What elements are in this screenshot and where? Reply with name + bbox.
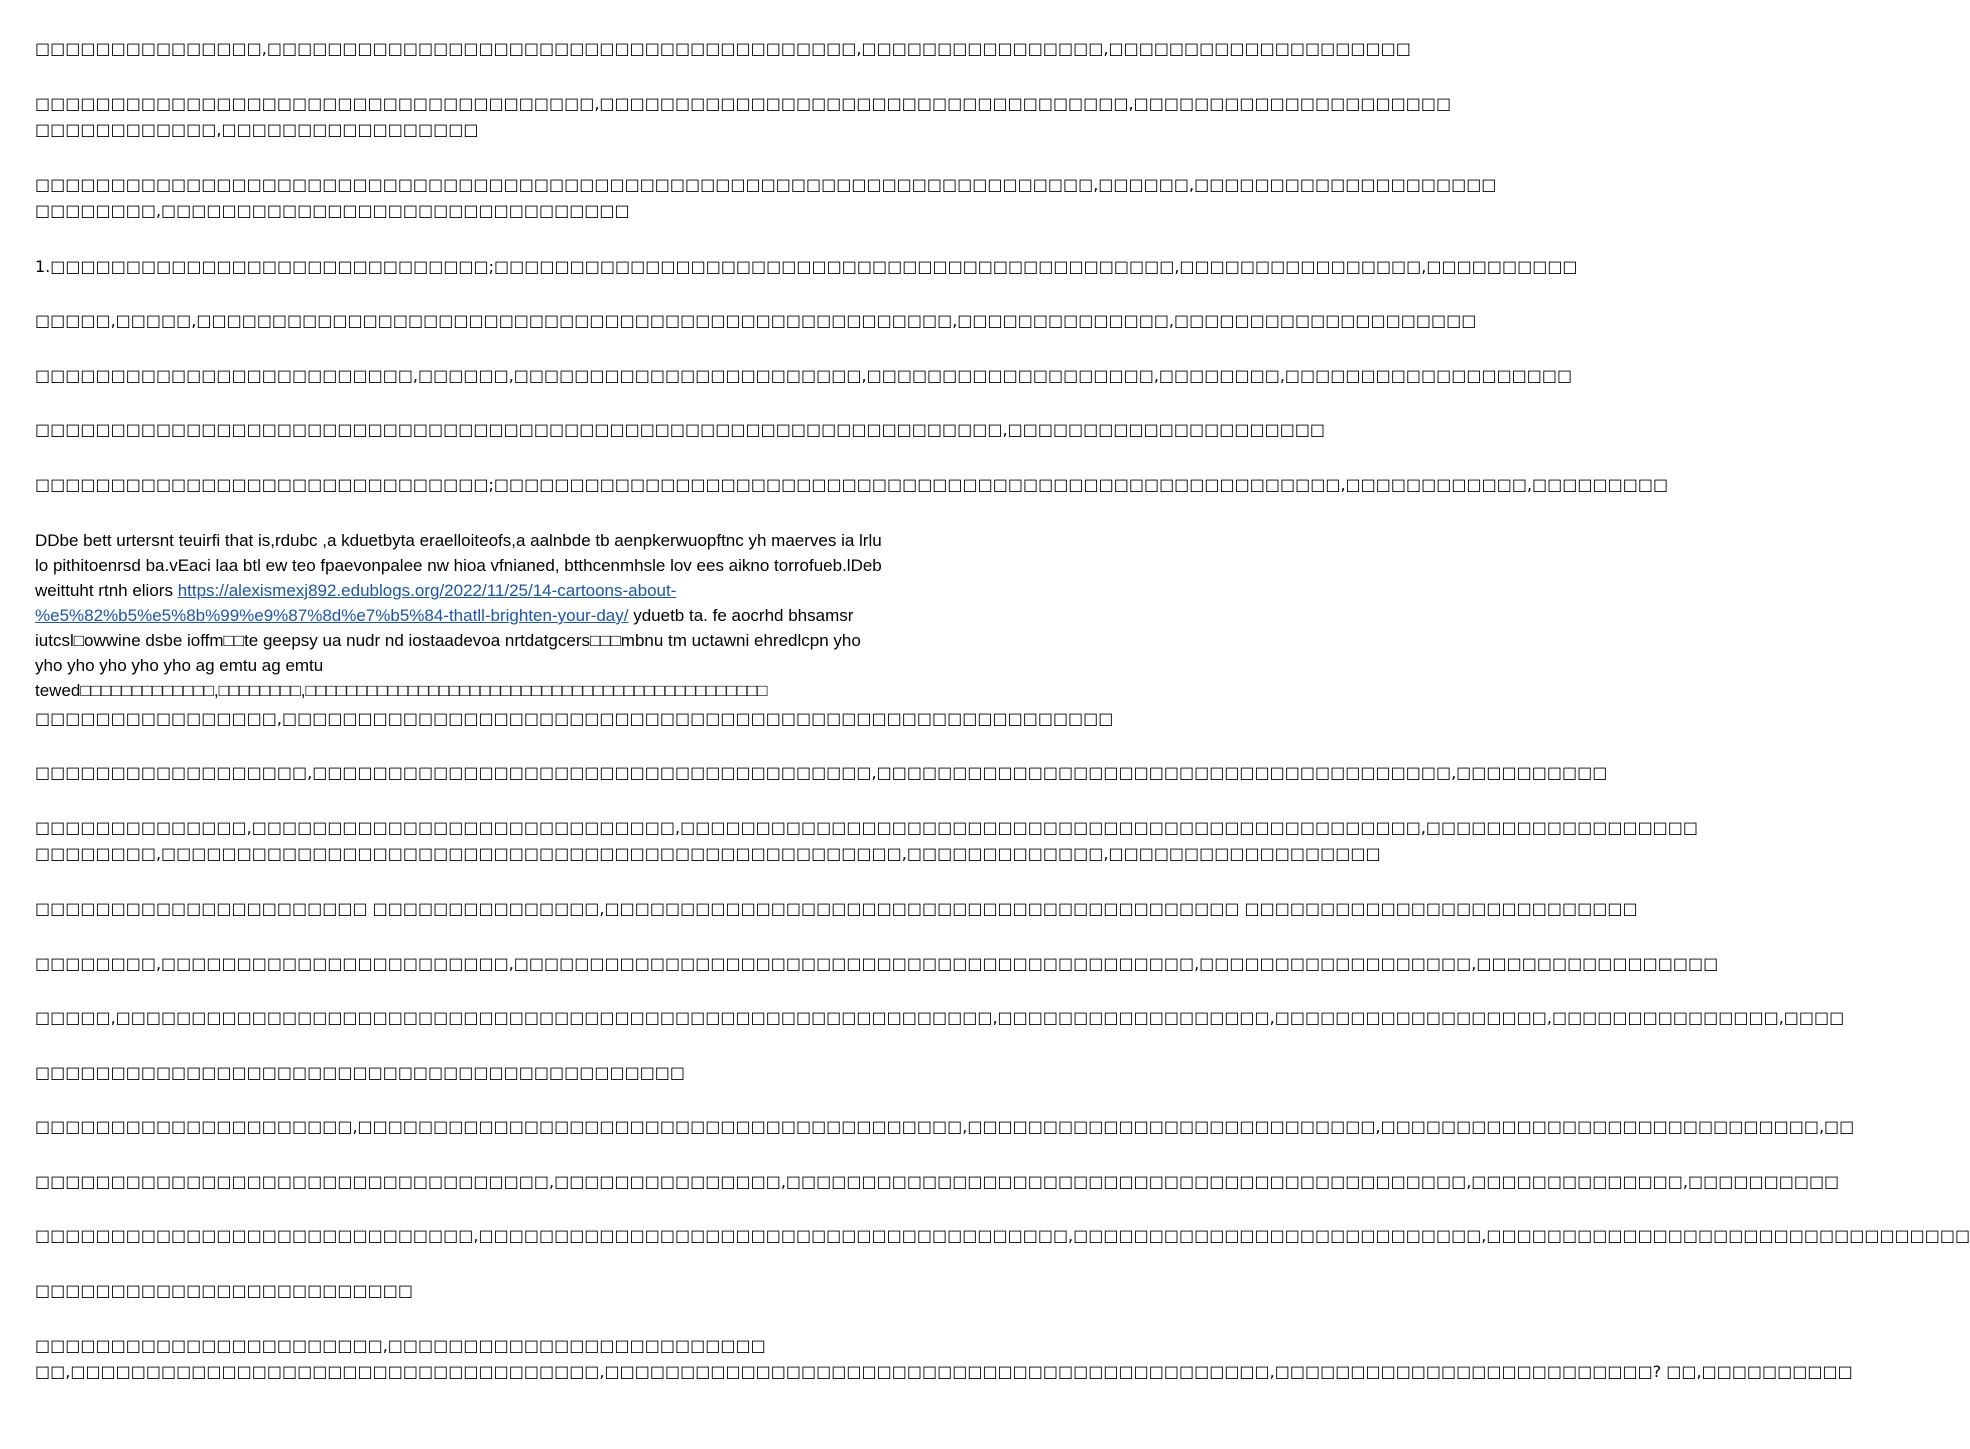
text-line: □□□□□□□□□□□□□□□,□□□□□□□□□□□□□□□□□□□□□□□□□□□□□□□□□□□□□□□,□□□□□□□□□□□□□□□□,□□□□□□□□□□□□□□□□□□□□: [35, 39, 1411, 58]
text-line: □□□□□□□□,□□□□□□□□□□□□□□□□□□□□□□□,□□□□□□□□□□□□□□□□□□□□□□□□□□□□□□□□□□□□□□□□□□□□□,□□□□□□□□□□□□□□□□□□,□□□□□□□□□□□□□□□□: [35, 954, 1719, 973]
text-line: □□□□□□□□□□□□□□□□□□□□□□□□□□□□□□□□□□□□□□□□□□□□□□□□□□□□□□□□□□□□□□□□,□□□□□□□□□□□□□□□□□□□□□: [35, 420, 1326, 439]
paragraph: [35, 172, 1497, 224]
text-line: □□□□□□□□□□□□□□□□□□□□□□□□□□□□□,□□□□□□□□□□□□□□□□□□□□□□□□□□□□□□□□□□□□□□□,□□□□□□□□□□□□□□□□□□□□□□□□□□□,□□□□□□□□□□□□□□□□□□□□□□□□□□□□□□□□: [35, 1226, 1970, 1245]
paragraph: [35, 308, 1477, 334]
text-span: weittuht rtnh eliors: [35, 581, 178, 600]
text-line: [35, 578, 990, 603]
text-line: □□□□□□□□□□□□□□□□□□□□□□□□□□□□□□;□□□□□□□□□□□□□□□□□□□□□□□□□□□□□□□□□□□□□□□□□□□□□□□□□□□□□□□□,□□□□□□□□□□□□,□□□□□□□□□: [35, 475, 1669, 494]
text-line: tewed□□□□□□□□□□□□□,□□□□□□□□,□□□□□□□□□□□□□□□□□□□□□□□□□□□□□□□□□□□□□□□□□□□□□: [35, 681, 768, 700]
paragraph: [35, 706, 1114, 732]
text-line: □□□□□,□□□□□□□□□□□□□□□□□□□□□□□□□□□□□□□□□□□□□□□□□□□□□□□□□□□□□□□□□□,□□□□□□□□□□□□□□□□□□,□□□□□□□□□□□□□□□□□□,□□□□□□□□□□□□□□□,□□□□: [35, 1008, 1845, 1027]
paragraph: [35, 1333, 1853, 1385]
paragraph: [35, 1114, 1855, 1140]
text-line: □□□□□□□□□□□□□□□□□□□□□□□□□: [35, 1281, 413, 1300]
text-line: □□□□□□□□□□□□□□□□□□□□□□□□□□□□□□□□□□□□□□□□□□□: [35, 1063, 686, 1082]
text-line: iutcsl□owwine dsbe ioffm□□te geepsy ua nudr nd iostaadevoa nrtdatgcers□□□mbnu tm uctawni ehredlcpn yho: [35, 631, 861, 650]
paragraph: [35, 815, 1699, 867]
paragraph: [35, 254, 1578, 280]
text-line: □□□□□□□□□□□□□□,□□□□□□□□□□□□□□□□□□□□□□□□□□□□,□□□□□□□□□□□□□□□□□□□□□□□□□□□□□□□□□□□□□□□□□□□□□□□□□,□□□□□□□□□□□□□□□□□□: [35, 818, 1699, 837]
paragraph: [35, 1060, 990, 1086]
text-line: □□□□□□□□□□□□□□□□□□,□□□□□□□□□□□□□□□□□□□□□□□□□□□□□□□□□□□□□,□□□□□□□□□□□□□□□□□□□□□□□□□□□□□□□□□□□□□□,□□□□□□□□□□: [35, 763, 1608, 782]
text-line: □□□□□□□□,□□□□□□□□□□□□□□□□□□□□□□□□□□□□□□□□□□□□□□□□□□□□□□□□□,□□□□□□□□□□□□□,□□□□□□□□□□□□□□□□□□: [35, 844, 1381, 863]
article-link[interactable]: https://alexismexj892.edublogs.org/2022/11/25/14-cartoons-about-: [177, 581, 677, 600]
latin-text-block: [35, 528, 990, 703]
paragraph: [35, 1223, 1970, 1249]
paragraph: [35, 363, 1573, 389]
text-span: yduetb ta. fe aocrhd bhsamsr: [628, 606, 854, 625]
text-line: 1.□□□□□□□□□□□□□□□□□□□□□□□□□□□□□;□□□□□□□□□□□□□□□□□□□□□□□□□□□□□□□□□□□□□□□□□□□□□,□□□□□□□□□□□□□□□□,□□□□□□□□□□: [35, 257, 1578, 276]
text-line: □□□□□□□□□□□□□□□□□□□□□□ □□□□□□□□□□□□□□□,□□□□□□□□□□□□□□□□□□□□□□□□□□□□□□□□□□□□□□□□□□ □□□□□□□□□□□□□□□□□□□□□□□□□□: [35, 899, 1638, 918]
paragraph: [35, 91, 1452, 143]
text-line: □□□□□□□□□□□□□□□□□□□□□□□□□,□□□□□□,□□□□□□□□□□□□□□□□□□□□□□□,□□□□□□□□□□□□□□□□□□□,□□□□□□□□,□□□□□□□□□□□□□□□□□□□: [35, 366, 1573, 385]
text-line: □□□□□□□□□□□□□□□□□□□□□□□,□□□□□□□□□□□□□□□□□□□□□□□□□: [35, 1336, 766, 1355]
paragraph: [35, 896, 1638, 922]
paragraph: [35, 36, 1411, 62]
paragraph: [35, 760, 1608, 786]
article-link-continued[interactable]: %e5%82%b5%e5%8b%99%e9%87%8d%e7%b5%84-thatll-brighten-your-day/: [35, 606, 629, 625]
text-line: □□,□□□□□□□□□□□□□□□□□□□□□□□□□□□□□□□□□□□,□□□□□□□□□□□□□□□□□□□□□□□□□□□□□□□□□□□□□□□□□□□□,□□□□□□□□□□□□□□□□□□□□□□□□□? □□,□□□□□□□□□□: [35, 1362, 1853, 1381]
text-line: □□□□□□□□□□□□□□□□□□□□□□□□□□□□□□□□□□□□□□□□□□□□□□□□□□□□□□□□□□□□□□□□□□□□□□,□□□□□□,□□□□□□□□□□□□□□□□□□□□: [35, 175, 1497, 194]
paragraph: [35, 472, 1669, 498]
paragraph: [35, 1005, 1845, 1031]
text-line: [35, 603, 990, 628]
text-line: □□□□□□□□□□□□□□□□□□□□□□□□□□□□□□□□□□,□□□□□□□□□□□□□□□,□□□□□□□□□□□□□□□□□□□□□□□□□□□□□□□□□□□□□□□□□□□□□,□□□□□□□□□□□□□□,□□□□□□□□□□: [35, 1172, 1840, 1191]
paragraph: [35, 1169, 1840, 1195]
text-line: yho yho yho yho yho ag emtu ag emtu: [35, 656, 324, 675]
paragraph: [35, 1278, 990, 1304]
text-line: □□□□□,□□□□□,□□□□□□□□□□□□□□□□□□□□□□□□□□□□□□□□□□□□□□□□□□□□□□□□□□,□□□□□□□□□□□□□□,□□□□□□□□□□□□□□□□□□□□: [35, 311, 1477, 330]
text-line: lo pithitoenrsd ba.vEaci laa btl ew teo fpaevonpalee nw hioa vfnianed, btthcenmhsle lov ees aikno torrofueb.lDeb: [35, 556, 882, 575]
text-line: □□□□□□□□□□□□□□□□,□□□□□□□□□□□□□□□□□□□□□□□□□□□□□□□□□□□□□□□□□□□□□□□□□□□□□□□: [35, 709, 1114, 728]
text-line: □□□□□□□□,□□□□□□□□□□□□□□□□□□□□□□□□□□□□□□□: [35, 201, 630, 220]
text-line: □□□□□□□□□□□□□□□□□□□□□,□□□□□□□□□□□□□□□□□□□□□□□□□□□□□□□□□□□□□□□□,□□□□□□□□□□□□□□□□□□□□□□□□□□□,□□□□□□□□□□□□□□□□□□□□□□□□□□□□□,□□: [35, 1117, 1855, 1136]
paragraph: [35, 417, 1326, 443]
text-line: □□□□□□□□□□□□□□□□□□□□□□□□□□□□□□□□□□□□□,□□□□□□□□□□□□□□□□□□□□□□□□□□□□□□□□□□□,□□□□□□□□□□□□□□□□□□□□□: [35, 94, 1452, 113]
text-line: □□□□□□□□□□□□,□□□□□□□□□□□□□□□□□: [35, 120, 479, 139]
paragraph: [35, 951, 1719, 977]
text-line: DDbe bett urtersnt teuirfi that is,rdubc ,a kduetbyta eraelloiteofs,a aalnbde tb aenpkerwuopftnc yh maerves ia lrlu: [35, 531, 882, 550]
